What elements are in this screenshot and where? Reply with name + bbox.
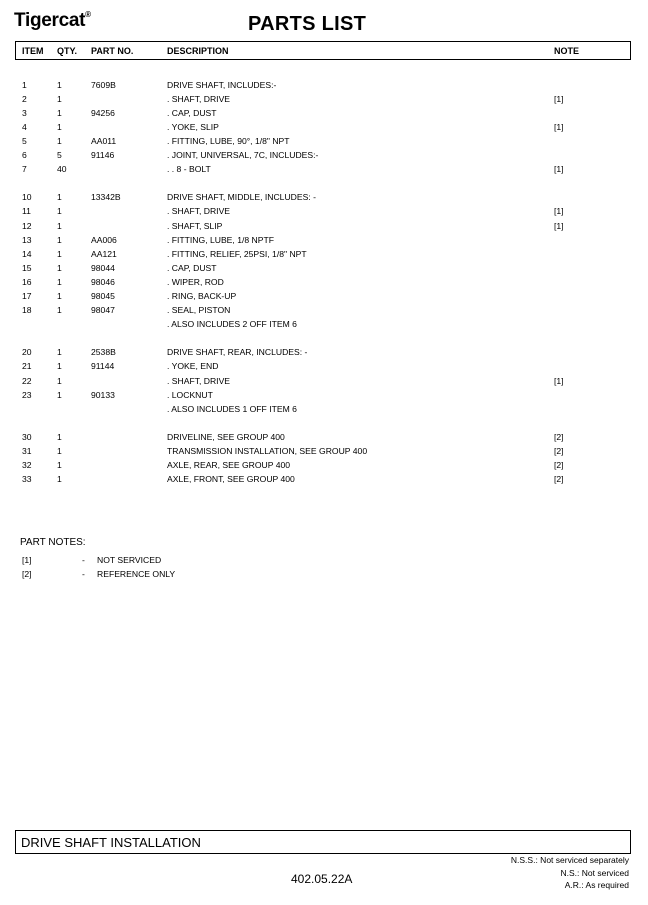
abbreviation-nss: N.S.S.: Not serviced separately [510, 855, 629, 865]
cell-description: DRIVE SHAFT, REAR, INCLUDES: - [167, 347, 308, 357]
cell-note: [2] [554, 460, 564, 470]
note-text: NOT SERVICED [97, 555, 162, 565]
cell-description: DRIVE SHAFT, INCLUDES:- [167, 80, 277, 90]
table-row [0, 107, 648, 120]
cell-description: . SHAFT, DRIVE [167, 206, 231, 216]
cell-description: . SEAL, PISTON [167, 305, 231, 315]
cell-qty: 1 [57, 249, 62, 259]
part-note [0, 568, 300, 581]
page-code: 402.05.22A [291, 872, 353, 886]
cell-qty: 1 [57, 136, 62, 146]
table-row [0, 318, 648, 331]
table-row [0, 276, 648, 289]
cell-description: . YOKE, SLIP [167, 122, 219, 132]
cell-item: 13 [22, 235, 32, 245]
cell-description: AXLE, FRONT, SEE GROUP 400 [167, 474, 295, 484]
table-row [0, 135, 648, 148]
cell-description: . SHAFT, DRIVE [167, 376, 231, 386]
cell-qty: 1 [57, 94, 62, 104]
note-code: [2] [22, 569, 32, 579]
cell-qty: 1 [57, 347, 62, 357]
table-row [0, 93, 648, 106]
cell-note: [1] [554, 94, 564, 104]
cell-description: TRANSMISSION INSTALLATION, SEE GROUP 400 [167, 446, 368, 456]
cell-description: . FITTING, RELIEF, 25PSI, 1/8" NPT [167, 249, 307, 259]
cell-part-no: 2538B [91, 347, 116, 357]
cell-qty: 1 [57, 235, 62, 245]
cell-description: . FITTING, LUBE, 1/8 NPTF [167, 235, 274, 245]
cell-description: . ALSO INCLUDES 2 OFF ITEM 6 [167, 319, 297, 329]
cell-part-no: 98045 [91, 291, 115, 301]
cell-description: . CAP, DUST [167, 263, 217, 273]
cell-note: [1] [554, 206, 564, 216]
cell-item: 17 [22, 291, 32, 301]
cell-item: 14 [22, 249, 32, 259]
cell-qty: 1 [57, 432, 62, 442]
cell-description: . FITTING, LUBE, 90°, 1/8" NPT [167, 136, 290, 146]
cell-qty: 1 [57, 192, 62, 202]
abbreviation-ns: N.S.: Not serviced [560, 868, 629, 878]
cell-qty: 1 [57, 206, 62, 216]
cell-item: 2 [22, 94, 27, 104]
table-row [0, 262, 648, 275]
cell-qty: 1 [57, 474, 62, 484]
cell-note: [2] [554, 446, 564, 456]
registered-mark: ® [85, 9, 91, 19]
cell-part-no: 94256 [91, 108, 115, 118]
cell-part-no: 98047 [91, 305, 115, 315]
cell-qty: 40 [57, 164, 67, 174]
table-row [0, 234, 648, 247]
cell-description: . CAP, DUST [167, 108, 217, 118]
cell-qty: 1 [57, 361, 62, 371]
table-row [0, 459, 648, 472]
cell-item: 11 [22, 206, 31, 216]
cell-description: . ALSO INCLUDES 1 OFF ITEM 6 [167, 404, 297, 414]
cell-part-no: 7609B [91, 80, 116, 90]
cell-part-no: 13342B [91, 192, 121, 202]
cell-description: AXLE, REAR, SEE GROUP 400 [167, 460, 291, 470]
note-code: [1] [22, 555, 32, 565]
cell-item: 31 [22, 446, 32, 456]
note-dash: - [82, 555, 85, 565]
abbreviation-ar: A.R.: As required [564, 880, 629, 890]
cell-item: 12 [22, 221, 32, 231]
cell-part-no: AA121 [91, 249, 117, 259]
cell-qty: 1 [57, 446, 62, 456]
note-text: REFERENCE ONLY [97, 569, 176, 579]
cell-item: 21 [22, 361, 32, 371]
cell-qty: 1 [57, 80, 62, 90]
cell-qty: 1 [57, 305, 62, 315]
part-notes-title: PART NOTES: [20, 537, 86, 548]
cell-qty: 1 [57, 460, 62, 470]
cell-description: . RING, BACK-UP [167, 291, 237, 301]
cell-item: 1 [22, 80, 27, 90]
cell-description: . WIPER, ROD [167, 277, 224, 287]
table-row [0, 191, 648, 204]
table-row [0, 346, 648, 359]
table-row [0, 290, 648, 303]
cell-qty: 1 [57, 390, 62, 400]
cell-item: 33 [22, 474, 32, 484]
cell-item: 22 [22, 376, 32, 386]
cell-description: DRIVELINE, SEE GROUP 400 [167, 432, 285, 442]
cell-note: [2] [554, 474, 564, 484]
cell-note: [1] [554, 164, 564, 174]
cell-item: 20 [22, 347, 32, 357]
section-title: DRIVE SHAFT INSTALLATION [21, 835, 201, 850]
table-row [0, 149, 648, 162]
cell-description: . JOINT, UNIVERSAL, 7C, INCLUDES:- [167, 150, 319, 160]
cell-part-no: 98044 [91, 263, 115, 273]
cell-item: 7 [22, 164, 27, 174]
table-row [0, 248, 648, 261]
cell-qty: 1 [57, 277, 62, 287]
cell-item: 6 [22, 150, 27, 160]
table-row [0, 163, 648, 176]
cell-description: DRIVE SHAFT, MIDDLE, INCLUDES: - [167, 192, 316, 202]
cell-description: . SHAFT, SLIP [167, 221, 223, 231]
brand-name: Tigercat [14, 10, 86, 31]
cell-item: 5 [22, 136, 27, 146]
cell-part-no: AA006 [91, 235, 117, 245]
table-row [0, 403, 648, 416]
cell-part-no: 91146 [91, 150, 115, 160]
table-row [0, 220, 648, 233]
cell-item: 32 [22, 460, 32, 470]
table-row [0, 445, 648, 458]
cell-qty: 1 [57, 108, 62, 118]
cell-qty: 1 [57, 291, 62, 301]
cell-description: . . 8 - BOLT [167, 164, 211, 174]
cell-description: . LOCKNUT [167, 390, 213, 400]
cell-description: . YOKE, END [167, 361, 219, 371]
table-row [0, 473, 648, 486]
cell-item: 10 [22, 192, 32, 202]
cell-note: [2] [554, 432, 564, 442]
header-part-no: PART NO. [91, 46, 134, 56]
cell-part-no: 98046 [91, 277, 115, 287]
header-qty: QTY. [57, 46, 78, 56]
table-row [0, 304, 648, 317]
cell-part-no: 90133 [91, 390, 115, 400]
cell-item: 30 [22, 432, 32, 442]
cell-qty: 1 [57, 263, 62, 273]
cell-item: 3 [22, 108, 27, 118]
part-note [0, 554, 300, 567]
cell-item: 23 [22, 390, 32, 400]
cell-part-no: 91144 [91, 361, 115, 371]
cell-item: 18 [22, 305, 32, 315]
section-title-box [15, 830, 631, 854]
cell-item: 4 [22, 122, 27, 132]
header-description: DESCRIPTION [167, 46, 229, 56]
page-title: PARTS LIST [248, 13, 367, 35]
table-row [0, 360, 648, 373]
table-row [0, 375, 648, 388]
cell-note: [1] [554, 376, 564, 386]
cell-description: . SHAFT, DRIVE [167, 94, 231, 104]
table-row [0, 389, 648, 402]
cell-qty: 5 [57, 150, 62, 160]
cell-qty: 1 [57, 376, 62, 386]
table-row [0, 205, 648, 218]
note-dash: - [82, 569, 85, 579]
cell-item: 16 [22, 277, 32, 287]
header-note: NOTE [554, 46, 580, 56]
cell-item: 15 [22, 263, 32, 273]
cell-note: [1] [554, 122, 564, 132]
cell-qty: 1 [57, 122, 62, 132]
cell-qty: 1 [57, 221, 62, 231]
cell-part-no: AA011 [91, 136, 117, 146]
table-row [0, 79, 648, 92]
cell-note: [1] [554, 221, 564, 231]
header-item: ITEM [22, 46, 44, 56]
table-row [0, 431, 648, 444]
table-row [0, 121, 648, 134]
